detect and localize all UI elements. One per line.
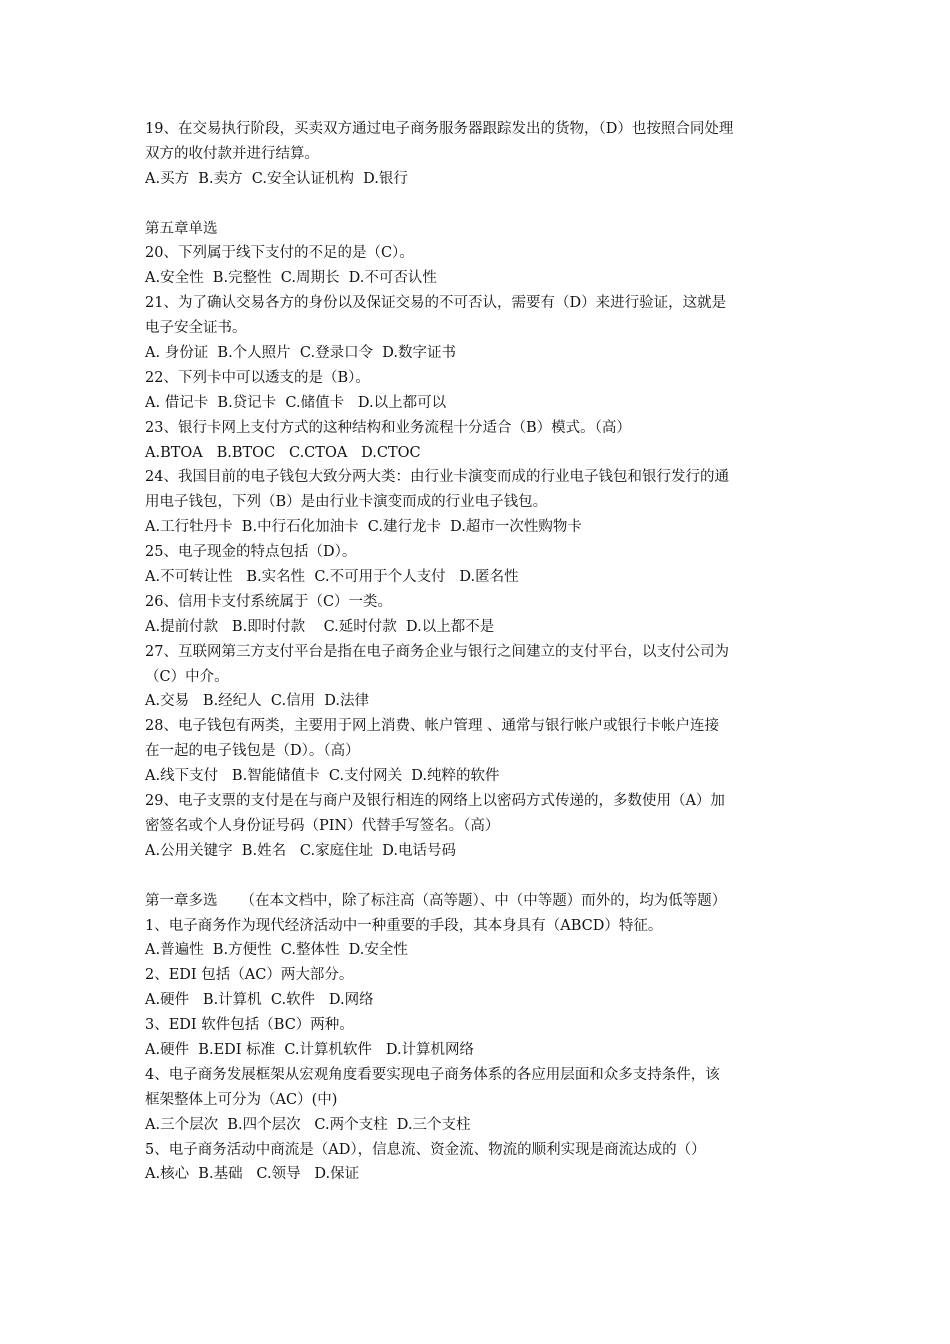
document-body xyxy=(145,117,825,1187)
answer-options: A.三个层次 B.四个层次 C.两个支柱 D.三个支柱 xyxy=(145,1116,471,1133)
question-text: 26、信用卡支付系统属于（C）一类。 xyxy=(145,593,393,610)
question-text: 28、电子钱包有两类，主要用于网上消费、帐户管理 、通常与银行帐户或银行卡帐户连接 xyxy=(145,718,720,735)
answer-options: A.线下支付 B.智能储值卡 C.支付网关 D.纯粹的软件 xyxy=(145,768,500,785)
question-text: 1、电子商务作为现代经济活动中一种重要的手段，其本身具有（ABCD）特征。 xyxy=(145,917,663,934)
answer-options: A.交易 B.经纪人 C.信用 D.法律 xyxy=(145,693,370,710)
question-text: 密签名或个人身份证号码（PIN）代替手写签名。（高） xyxy=(145,817,500,834)
question-text: 在一起的电子钱包是（D）。（高） xyxy=(145,743,360,760)
answer-options: A.公用关键字 B.姓名 C.家庭住址 D.电话号码 xyxy=(145,842,457,859)
question-text: 29、电子支票的支付是在与商户及银行相连的网络上以密码方式传递的，多数使用（A）加 xyxy=(145,793,725,810)
answer-options: A.安全性 B.完整性 C.周期长 D.不可否认性 xyxy=(145,270,437,287)
answer-options: A.买方 B.卖方 C.安全认证机构 D.银行 xyxy=(145,170,408,187)
question-text: 双方的收付款并进行结算。 xyxy=(145,145,319,162)
answer-options: A.提前付款 B.即时付款 C.延时付款 D.以上都不是 xyxy=(145,618,495,635)
answer-options: A.工行牡丹卡 B.中行石化加油卡 C.建行龙卡 D.超市一次性购物卡 xyxy=(145,519,582,536)
question-text: 4、电子商务发展框架从宏观角度看要实现电子商务体系的各应用层面和众多支持条件，该 xyxy=(145,1066,720,1083)
question-text: 25、电子现金的特点包括（D）。 xyxy=(145,544,357,561)
answer-options: A.核心 B.基础 C.领导 D.保证 xyxy=(145,1166,360,1183)
question-text: 框架整体上可分为（AC）(中) xyxy=(145,1091,338,1108)
question-text: 21、为了确认交易各方的身份以及保证交易的不可否认，需要有（D）来进行验证，这就是 xyxy=(145,295,727,312)
question-text: （C）中介。 xyxy=(145,668,229,685)
answer-options: A.不可转让性 B.实名性 C.不可用于个人支付 D.匿名性 xyxy=(145,569,519,586)
section-heading: 第五章单选 xyxy=(145,220,218,237)
question-text: 23、银行卡网上支付方式的这种结构和业务流程十分适合（B）模式。（高） xyxy=(145,419,631,436)
answer-options: A.硬件 B.计算机 C.软件 D.网络 xyxy=(145,992,374,1009)
question-text: 用电子钱包，下列（B）是由行业卡演变而成的行业电子钱包。 xyxy=(145,494,548,511)
question-text: 22、下列卡中可以透支的是（B）。 xyxy=(145,369,370,386)
answer-options: A.普遍性 B.方便性 C.整体性 D.安全性 xyxy=(145,942,408,959)
question-text: 2、EDI 包括（AC）两大部分。 xyxy=(145,967,354,984)
question-text: 24、我国目前的电子钱包大致分两大类：由行业卡演变而成的行业电子钱包和银行发行的通 xyxy=(145,469,729,486)
question-text: 27、互联网第三方支付平台是指在电子商务企业与银行之间建立的支付平台，以支付公司为 xyxy=(145,643,729,660)
blank-line xyxy=(145,192,825,217)
section-heading: 第一章多选 （在本文档中，除了标注高（高等题）、中（中等题）而外的，均为低等题） xyxy=(145,892,727,909)
question-text: 5、电子商务活动中商流是（AD），信息流、资金流、物流的顺利实现是商流达成的（） xyxy=(145,1141,706,1158)
question-text: 3、EDI 软件包括（BC）两种。 xyxy=(145,1017,354,1034)
blank-line xyxy=(145,864,825,889)
answer-options: A. 借记卡 B.贷记卡 C.储值卡 D.以上都可以 xyxy=(145,394,447,411)
answer-options: A. 身份证 B.个人照片 C.登录口令 D.数字证书 xyxy=(145,345,457,362)
answer-options: A.BTOA B.BTOC C.CTOA D.CTOC xyxy=(145,444,421,461)
question-text: 电子安全证书。 xyxy=(145,320,247,337)
question-text: 20、下列属于线下支付的不足的是（C）。 xyxy=(145,245,414,262)
answer-options: A.硬件 B.EDI 标准 C.计算机软件 D.计算机网络 xyxy=(145,1041,475,1058)
question-text: 19、在交易执行阶段，买卖双方通过电子商务服务器跟踪发出的货物，（D）也按照合同处理 xyxy=(145,121,734,137)
